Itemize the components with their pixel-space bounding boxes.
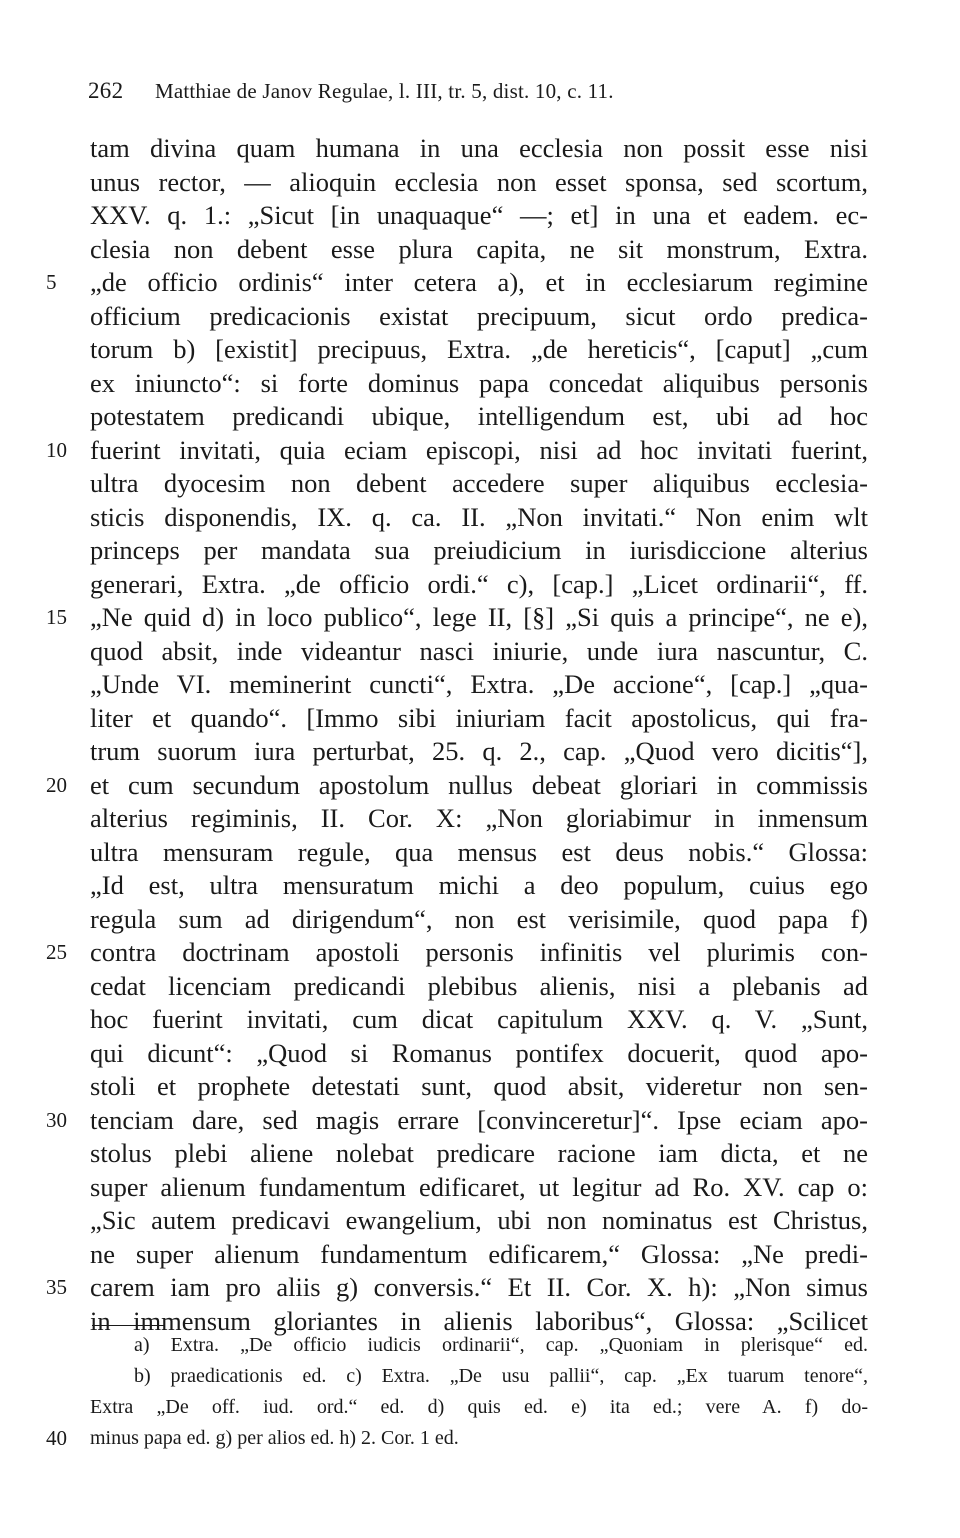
footnote-line — [0, 1361, 960, 1392]
text-line — [0, 534, 960, 568]
line-text: quod absit, inde videantur nasci iniurie, unde iura nascuntur, C. — [90, 635, 868, 666]
line-text: et cum secundum apostolum nullus debeat gloriari in commissis — [90, 769, 868, 800]
text-line — [0, 501, 960, 535]
line-text: tam divina quam humana in una ecclesia non possit esse nisi — [90, 133, 868, 163]
line-text: ne super alienum fundamentum edificarem,“ Glossa: „Ne predi- — [90, 1238, 868, 1269]
text-line — [0, 936, 960, 970]
line-text: ultra mensuram regule, qua mensus est deus nobis.“ Glossa: — [90, 836, 868, 867]
line-text: ex iniuncto“: si forte dominus papa concedat aliquibus personis — [90, 367, 868, 398]
line-text: carem iam pro aliis g) conversis.“ Et II. Cor. X. h): „Non simus — [90, 1272, 868, 1302]
footnote-separator — [92, 1325, 164, 1326]
line-number: 35 — [46, 1275, 67, 1299]
footnote-line — [0, 1330, 960, 1361]
line-text: liter et quando“. [Immo sibi iniuriam facit apostolicus, qui fra- — [90, 702, 868, 733]
text-line — [0, 802, 960, 836]
page-number: 262 — [88, 78, 124, 103]
main-text — [0, 132, 960, 1338]
text-line — [0, 836, 960, 870]
line-number: 20 — [46, 772, 67, 797]
text-line — [0, 1104, 960, 1138]
line-text: „Sic autem predicavi ewangelium, ubi non nominatus est Christus, — [90, 1205, 868, 1235]
line-text: in immensum gloriantes in alienis laboribus“, Glossa: „Scilicet — [90, 1305, 868, 1336]
text-line — [0, 970, 960, 1004]
line-text: super alienum fundamentum edificaret, ut legitur ad Ro. XV. cap o: — [90, 1171, 868, 1202]
text-line — [0, 903, 960, 937]
line-text: unus rector, — alioquin ecclesia non esset sponsa, sed scortum, — [90, 166, 868, 197]
text-line — [0, 1171, 960, 1205]
text-line — [0, 1271, 960, 1305]
line-text: qui dicunt“: „Quod si Romanus pontifex docuerit, quod apo- — [90, 1037, 868, 1068]
text-line — [0, 769, 960, 803]
line-text: trum suorum iura perturbat, 25. q. 2., cap. „Quod vero dicitis“], — [90, 736, 868, 766]
line-text: alterius regiminis, II. Cor. X: „Non gloriabimur in inmensum — [90, 803, 868, 833]
line-text: ultra dyocesim non debent accedere super aliquibus ecclesia- — [90, 468, 868, 498]
footnote-text: Extra „De off. iud. ord.“ ed. d) quis ed. e) ita ed.; vere A. f) do- — [90, 1396, 868, 1418]
page-header — [88, 74, 868, 108]
line-number: 30 — [46, 1107, 67, 1132]
footnotes — [0, 1330, 960, 1454]
text-line — [0, 467, 960, 501]
line-number: 25 — [46, 940, 67, 964]
line-text: hoc fuerint invitati, cum dicat capitulum XXV. q. V. „Sunt, — [90, 1004, 868, 1034]
text-line — [0, 735, 960, 769]
line-text: stolus plebi aliene nolebat predicare racione iam dicta, et ne — [90, 1138, 868, 1168]
line-text: princeps per mandata sua preiudicium in iurisdiccione alterius — [90, 535, 868, 565]
text-line — [0, 702, 960, 736]
footnote-text: minus papa ed. g) per alios ed. h) 2. Cor. 1 ed. — [90, 1427, 459, 1449]
text-line — [0, 568, 960, 602]
line-text: clesia non debent esse plura capita, ne sit monstrum, Extra. — [90, 233, 868, 264]
text-line — [0, 1238, 960, 1272]
text-line — [0, 199, 960, 233]
text-line — [0, 869, 960, 903]
text-line — [0, 300, 960, 334]
footnote-text: a) Extra. „De officio iudicis ordinarii“, cap. „Quoniam in plerisque“ ed. — [134, 1334, 868, 1356]
text-line — [0, 434, 960, 468]
footnote-line — [0, 1392, 960, 1423]
line-text: fuerint invitati, quia eciam episcopi, nisi ad hoc invitati fuerint, — [90, 434, 868, 465]
text-line — [0, 266, 960, 300]
line-text: sticis disponendis, IX. q. ca. II. „Non invitati.“ Non enim wlt — [90, 501, 868, 532]
text-line — [0, 668, 960, 702]
text-line — [0, 1070, 960, 1104]
footnote-line — [0, 1423, 960, 1454]
line-text: contra doctrinam apostoli personis infinitis vel plurimis con- — [90, 937, 868, 967]
text-line — [0, 601, 960, 635]
line-text: officium predicacionis existat precipuum, sicut ordo predica- — [90, 300, 868, 331]
text-line — [0, 132, 960, 166]
text-line — [0, 333, 960, 367]
line-text: tenciam dare, sed magis errare [convinceretur]“. Ipse eciam apo- — [90, 1104, 868, 1135]
text-line — [0, 1137, 960, 1171]
line-number: 5 — [46, 270, 57, 294]
line-text: XXV. q. 1.: „Sicut [in unaquaque“ —; et] in una et eadem. ec- — [90, 200, 868, 230]
text-line — [0, 367, 960, 401]
line-number: 40 — [46, 1426, 67, 1450]
line-text: generari, Extra. „de officio ordi.“ c), [cap.] „Licet ordinarii“, ff. — [90, 568, 868, 599]
text-line — [0, 1037, 960, 1071]
line-number: 10 — [46, 437, 67, 462]
text-line — [0, 166, 960, 200]
line-number: 15 — [46, 605, 67, 629]
text-line — [0, 1204, 960, 1238]
running-title: Matthiae de Janov Regulae, l. III, tr. 5, dist. 10, c. 11. — [154, 79, 614, 103]
line-text: „de officio ordinis“ inter cetera a), et in ecclesiarum regimine — [90, 267, 868, 297]
footnote-text: b) praedicationis ed. c) Extra. „De usu pallii“, cap. „Ex tuarum tenore“, — [134, 1365, 868, 1387]
line-text: cedat licenciam predicandi plebibus alienis, nisi a plebanis ad — [90, 970, 868, 1001]
line-text: „Unde VI. meminerint cuncti“, Extra. „De accione“, [cap.] „qua- — [90, 669, 868, 699]
line-text: stoli et prophete detestati sunt, quod absit, videretur non sen- — [90, 1071, 868, 1101]
line-text: potestatem predicandi ubique, intelligendum est, ubi ad hoc — [90, 401, 868, 431]
text-line — [0, 635, 960, 669]
text-line — [0, 400, 960, 434]
line-text: „Id est, ultra mensuratum michi a deo populum, cuius ego — [90, 870, 868, 900]
line-text: „Ne quid d) in loco publico“, lege II, [§] „Si quis a principe“, ne e), — [90, 602, 868, 632]
text-line — [0, 233, 960, 267]
line-text: torum b) [existit] precipuus, Extra. „de hereticis“, [caput] „cum — [90, 334, 868, 364]
line-text: regula sum ad dirigendum“, non est verisimile, quod papa f) — [90, 903, 868, 934]
text-line — [0, 1003, 960, 1037]
